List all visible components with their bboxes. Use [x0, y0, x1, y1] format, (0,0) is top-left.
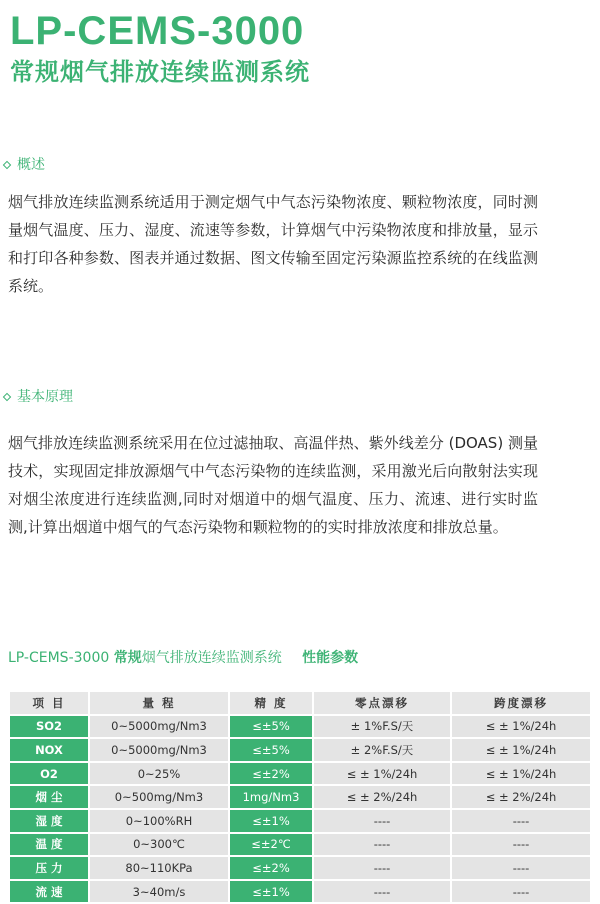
cell-zero-drift: ---- — [313, 880, 451, 904]
cell-accuracy: ≤±1% — [229, 809, 313, 833]
table-row — [9, 856, 591, 880]
cell-accuracy: ≤±2% — [229, 762, 313, 786]
principle-paragraph: 烟气排放连续监测系统采用在位过滤抽取、高温伴热、紫外线差分 (DOAS) 测量技术，实现固定排放源烟气中气态污染物的连续监测，采用激光后向散射法实现对烟尘浓度进行连续监测,同时对烟道中的烟气温度、压力、流速、进行实时监测,计算出烟道中烟气的气态污染物和颗粒物的的实时排放浓度和排放总量。 — [8, 434, 538, 536]
table-row — [9, 785, 591, 809]
diamond-bullet-icon — [3, 161, 11, 169]
cell-span-drift: ≤ ± 1%/24h — [451, 738, 591, 762]
cell-item: 温 度 — [9, 833, 89, 857]
cell-span-drift: ---- — [451, 833, 591, 857]
cell-range: 0~5000mg/Nm3 — [89, 738, 229, 762]
cell-range: 3~40m/s — [89, 880, 229, 904]
cell-item: 烟 尘 — [9, 785, 89, 809]
product-model: LP-CEMS-3000 — [10, 9, 305, 53]
spec-table — [8, 690, 592, 904]
cell-item: SO2 — [9, 715, 89, 739]
cell-item: 湿 度 — [9, 809, 89, 833]
header-span-drift: 跨度漂移 — [451, 691, 591, 715]
cell-accuracy: ≤±5% — [229, 715, 313, 739]
cell-range: 0~300℃ — [89, 833, 229, 857]
overview-heading-text: 概述 — [17, 157, 45, 173]
cell-zero-drift: ---- — [313, 833, 451, 857]
product-subtitle: 常规烟气排放连续监测系统 — [10, 58, 310, 86]
table-row — [9, 738, 591, 762]
table-title-model: LP-CEMS-3000 — [8, 650, 110, 666]
overview-paragraph: 烟气排放连续监测系统适用于测定烟气中气态污染物浓度、颗粒物浓度，同时测量烟气温度、压力、湿度、流速等参数，计算烟气中污染物浓度和排放量，显示和打印各种参数、图表并通过数据、图文传输至固定污染源监控系统的在线监测系统。 — [8, 193, 538, 295]
cell-zero-drift: ± 1%F.S/天 — [313, 715, 451, 739]
cell-zero-drift: ≤ ± 2%/24h — [313, 785, 451, 809]
table-row — [9, 762, 591, 786]
table-header-row — [9, 691, 591, 715]
cell-zero-drift: ± 2%F.S/天 — [313, 738, 451, 762]
cell-item: NOX — [9, 738, 89, 762]
cell-accuracy: 1mg/Nm3 — [229, 785, 313, 809]
cell-accuracy: ≤±5% — [229, 738, 313, 762]
principle-heading — [2, 387, 73, 407]
cell-zero-drift: ---- — [313, 856, 451, 880]
header-zero-drift: 零点漂移 — [313, 691, 451, 715]
cell-span-drift: ---- — [451, 809, 591, 833]
table-title-bold: 常规 — [113, 650, 142, 666]
header-item: 项 目 — [9, 691, 89, 715]
cell-range: 0~5000mg/Nm3 — [89, 715, 229, 739]
table-row — [9, 880, 591, 904]
cell-span-drift: ---- — [451, 856, 591, 880]
table-title-suffix: 性能参数 — [302, 650, 359, 666]
cell-accuracy: ≤±1% — [229, 880, 313, 904]
table-row — [9, 809, 591, 833]
cell-zero-drift: ≤ ± 1%/24h — [313, 762, 451, 786]
cell-span-drift: ≤ ± 1%/24h — [451, 762, 591, 786]
table-row — [9, 833, 591, 857]
cell-range: 80~110KPa — [89, 856, 229, 880]
header-range: 量 程 — [89, 691, 229, 715]
table-row — [9, 715, 591, 739]
table-title-name: 烟气排放连续监测系统 — [141, 650, 282, 666]
cell-accuracy: ≤±2% — [229, 856, 313, 880]
cell-span-drift: ≤ ± 1%/24h — [451, 715, 591, 739]
cell-item: 压 力 — [9, 856, 89, 880]
header-accuracy: 精 度 — [229, 691, 313, 715]
cell-range: 0~500mg/Nm3 — [89, 785, 229, 809]
cell-range: 0~100%RH — [89, 809, 229, 833]
cell-item: O2 — [9, 762, 89, 786]
principle-heading-text: 基本原理 — [17, 389, 73, 405]
cell-accuracy: ≤±2℃ — [229, 833, 313, 857]
overview-heading — [2, 155, 45, 175]
diamond-bullet-icon — [3, 393, 11, 401]
cell-span-drift: ---- — [451, 880, 591, 904]
cell-zero-drift: ---- — [313, 809, 451, 833]
cell-item: 流 速 — [9, 880, 89, 904]
spec-table-title — [8, 648, 358, 668]
cell-range: 0~25% — [89, 762, 229, 786]
cell-span-drift: ≤ ± 2%/24h — [451, 785, 591, 809]
